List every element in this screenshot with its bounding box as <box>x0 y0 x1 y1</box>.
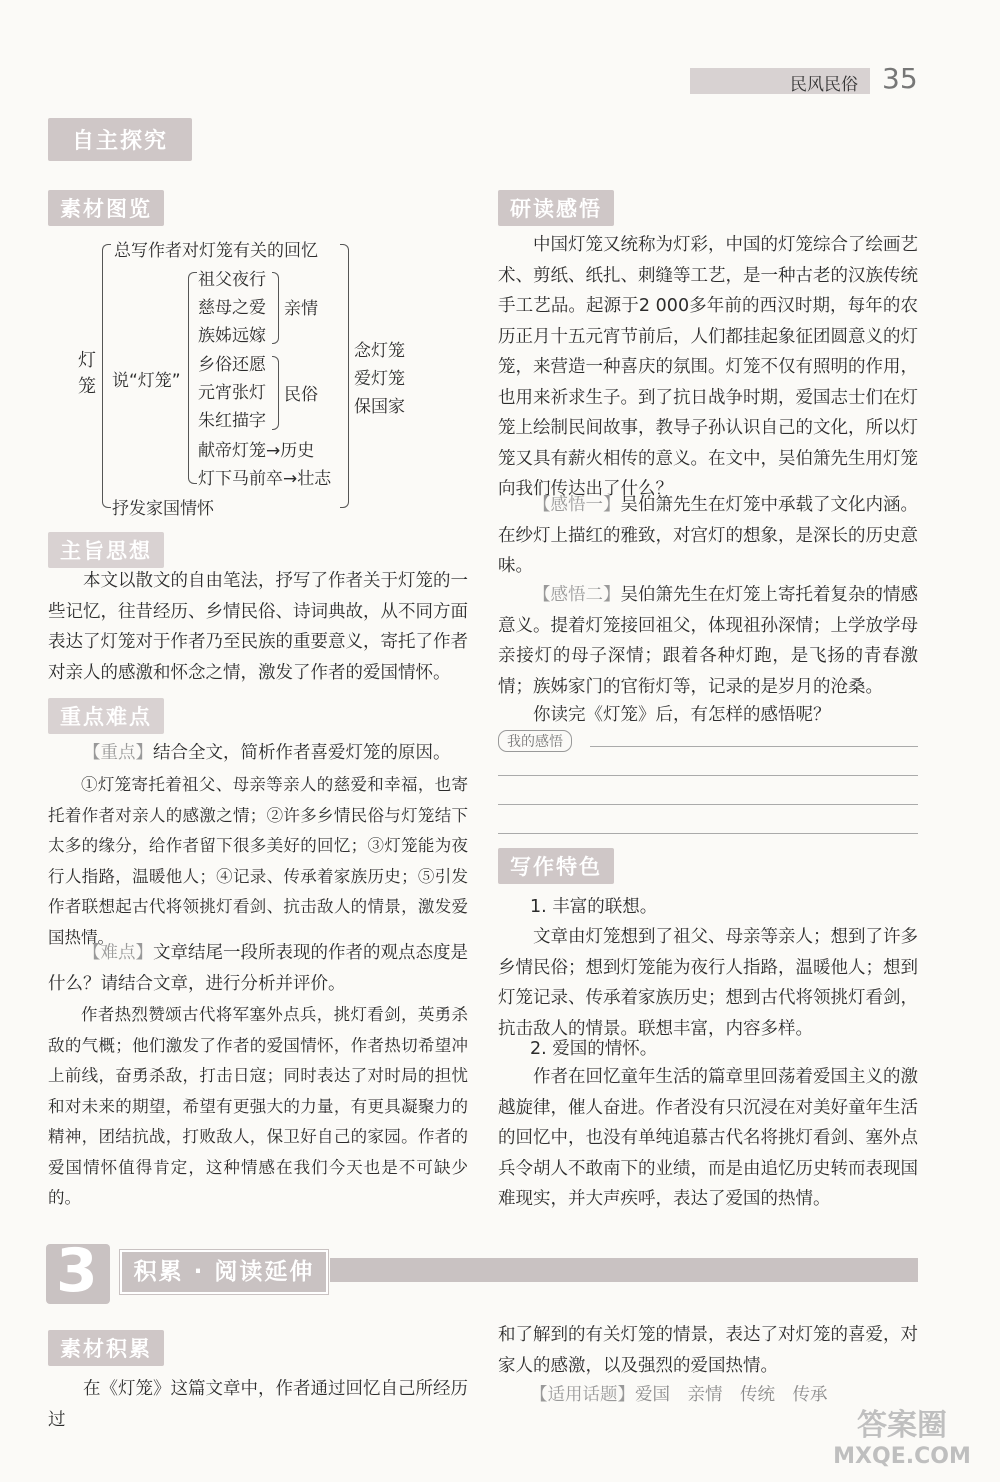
watermark <box>818 1408 986 1474</box>
watermark-line1: 答案圈 <box>857 1408 947 1443</box>
main-brace <box>102 244 111 508</box>
right-label-1: 念灯笼 <box>354 341 405 361</box>
g1-item-3: 族姊远嫁 <box>198 326 266 346</box>
part3-stripe <box>330 1258 918 1282</box>
g2-item-1: 乡俗还愿 <box>198 355 266 375</box>
q1-text: 结合全文，简析作者喜爱灯笼的原因。 <box>153 743 451 763</box>
writing-h2: 2. 爱国的情怀。 <box>530 1039 658 1059</box>
section-banner: 自主探究 <box>48 118 192 161</box>
q2-label: 【难点】 <box>83 943 153 963</box>
q1-label: 【重点】 <box>83 743 153 763</box>
right-brace <box>340 244 349 508</box>
insight-2 <box>498 580 918 702</box>
page-number: 35 <box>882 62 918 95</box>
q2-text: 文章结尾一段所表现的作者的观点态度是什么？请结合文章，进行分析并评价。 <box>48 943 468 994</box>
keypoints-tag: 重点难点 <box>48 698 164 734</box>
insight-1 <box>498 490 918 582</box>
writing-p2: 作者在回忆童年生活的篇章里回荡着爱国主义的激越旋律，催人奋进。作者没有只沉浸在对美好童年生活的回忆中，也没有单纯追慕古代名将挑灯看剑、塞外点兵令胡人不敢南下的业绩，而是由追忆历史转而表现国难现实，并大声疾呼，表达了爱国的热情。 <box>498 1067 918 1209</box>
g1-item-1: 祖父夜行 <box>198 270 266 290</box>
g2-item-3: 朱红描字 <box>198 411 266 431</box>
writing-tag: 写作特色 <box>498 848 614 884</box>
right-label-3: 保国家 <box>354 397 405 417</box>
answer-line-3[interactable] <box>498 804 918 805</box>
topics-label: 【适用话题】 <box>530 1385 635 1405</box>
history-line: 献帝灯笼→历史 <box>198 441 315 461</box>
mid-label: 说“灯笼” <box>112 371 181 391</box>
watermark-line2: MXQE.COM <box>833 1444 971 1469</box>
g1-label: 亲情 <box>284 299 318 319</box>
structure-tag: 素材图览 <box>48 190 164 226</box>
part3-number: 3 <box>56 1236 98 1306</box>
root-label: 灯笼 <box>78 350 96 397</box>
answer-line-4[interactable] <box>498 833 918 834</box>
part3-right-text: 和了解到的有关灯笼的情景，表达了对灯笼的喜爱，对家人的感激，以及强烈的爱国热情。 <box>498 1325 918 1376</box>
reading-tag: 研读感悟 <box>498 190 614 226</box>
mid-brace <box>188 272 197 484</box>
insight-1-text: 吴伯箫先生在灯笼中承载了文化内涵。在纱灯上描红的雅致，对宫灯的想象，是深长的历史意味。 <box>498 495 918 576</box>
g2-brace <box>272 356 279 430</box>
q1 <box>48 738 468 769</box>
writing-p1: 文章由灯笼想到了祖父、母亲等亲人；想到了许多乡情民俗；想到灯笼能为夜行人指路，温暖他人；想到灯笼记录、传承着家族历史；想到古代将领挑灯看剑，抗击敌人的情景。联想丰富，内容多样。 <box>498 927 918 1039</box>
part3-title: 积累 · 阅读延伸 <box>120 1250 328 1294</box>
insight-1-label: 【感悟一】 <box>533 495 621 515</box>
my-insight-label: 我的感悟 <box>498 730 572 752</box>
part3-left-text: 在《灯笼》这篇文章中，作者通过回忆自己所经历过 <box>48 1379 468 1430</box>
right-label-2: 爱灯笼 <box>354 369 405 389</box>
g2-label: 民俗 <box>284 385 318 405</box>
insight-2-label: 【感悟二】 <box>533 585 621 605</box>
theme-tag: 主旨思想 <box>48 532 164 568</box>
g1-item-2: 慈母之爱 <box>198 298 266 318</box>
g1-brace <box>272 272 279 344</box>
reading-intro: 中国灯笼又统称为灯彩，中国的灯笼综合了绘画艺术、剪纸、纸扎、刺缝等工艺，是一种古老的汉族传统手工艺品。起源于2 000多年前的西汉时期，每年的农历正月十五元宵节前后，人们都挂起象征团圆意义的灯笼，来营造一种喜庆的氛围。灯笼不仅有照明的作用，也用来祈求生子。到了抗日战争时期，爱国志士们在灯笼上绘制民间故事，教导子孙认识自己的文化，所以灯笼又具有薪火相传的意义。在文中，吴伯箫先生用灯笼向我们传达出了什么？ <box>498 235 918 499</box>
topics-text: 爱国 亲情 传统 传承 <box>635 1385 828 1405</box>
reading-question: 你读完《灯笼》后，有怎样的感悟呢？ <box>533 705 831 725</box>
ambition-line: 灯下马前卒→壮志 <box>198 469 332 489</box>
g2-item-2: 元宵张灯 <box>198 383 266 403</box>
top-line: 总写作者对灯笼有关的回忆 <box>114 241 318 261</box>
part3-topics <box>530 1380 918 1411</box>
q2 <box>48 938 468 999</box>
part3-tag: 素材积累 <box>48 1330 164 1366</box>
answer-line-2[interactable] <box>498 775 918 776</box>
bottom-line: 抒发家国情怀 <box>112 499 214 519</box>
header-section: 民风民俗 <box>790 75 858 95</box>
a2: 作者热烈赞颂古代将军塞外点兵，挑灯看剑，英勇杀敌的气概；他们激发了作者的爱国情怀，作者热切希望冲上前线，奋勇杀敌，打击日寇；同时表达了对时局的担忧和对未来的期望，希望有更强大的力量，有更具凝聚力的精神，团结抗战，打败敌人，保卫好自己的家园。作者的爱国情怀值得肯定，这种情感在我们今天也是不可缺少的。 <box>48 1005 468 1207</box>
writing-h1: 1. 丰富的联想。 <box>530 897 658 917</box>
insight-2-text: 吴伯箫先生在灯笼上寄托着复杂的情感意义。提着灯笼接回祖父，体现祖孙深情；上学放学母亲接灯的母子深情；跟着各种灯跑，是飞扬的青春激情；族姊家门的官衔灯等，记录的是岁月的沧桑。 <box>498 585 918 697</box>
theme-text: 本文以散文的自由笔法，抒写了作者关于灯笼的一些记忆，往昔经历、乡情民俗、诗词典故，从不同方面表达了灯笼对于作者乃至民族的重要意义，寄托了作者对亲人的感激和怀念之情，激发了作者的爱国情怀。 <box>48 571 468 683</box>
answer-line-1[interactable] <box>590 746 918 747</box>
a1: ①灯笼寄托着祖父、母亲等亲人的慈爱和幸福，也寄托着作者对亲人的感激之情；②许多乡情民俗与灯笼结下太多的缘分，给作者留下很多美好的回忆；③灯笼能为夜行人指路，温暖他人；④记录、传承着家族历史；⑤引发作者联想起古代将领挑灯看剑、抗击敌人的情景，激发爱国热情。 <box>48 775 468 947</box>
